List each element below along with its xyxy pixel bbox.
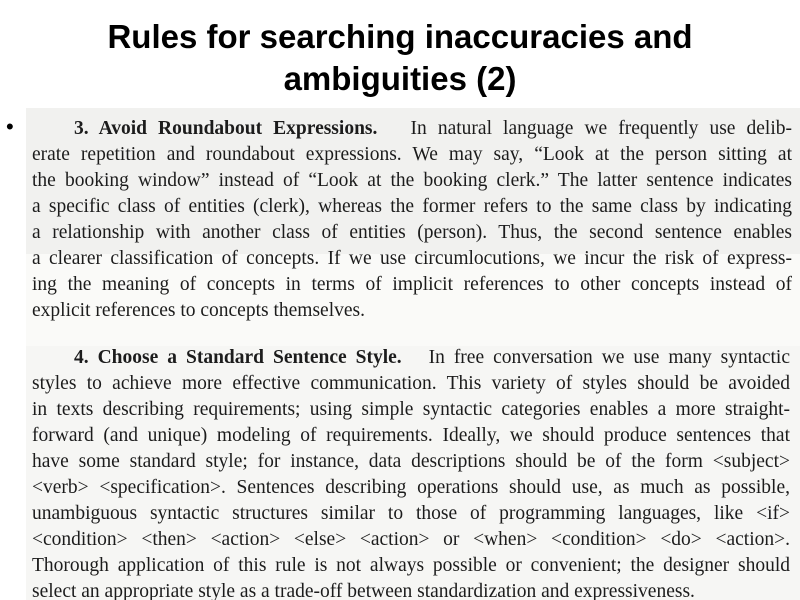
rule-4-line: 4. Choose a Standard Sentence Style. In free conversation we use many syntactic xyxy=(74,347,790,368)
rule-3-line: explicit references to concepts themselves. xyxy=(32,300,365,321)
rule-3-heading: 3. Avoid Roundabout Expressions. xyxy=(74,118,378,139)
rule-4-line: <verb> <specification>. Sentences describing operations should use, as much as possible, xyxy=(32,477,790,498)
rule-3-paragraph xyxy=(32,116,792,324)
rule-3-line: 3. Avoid Roundabout Expressions. In natural language we frequently use delib- xyxy=(74,118,792,139)
rule-3-line: erate repetition and roundabout expressions. We may say, “Look at the person sitting at xyxy=(32,144,792,165)
rule-4-line: <condition> <then> <action> <else> <action> or <when> <condition> <do> <action>. xyxy=(32,529,790,550)
rule-4-line: in texts describing requirements; using simple syntactic categories enables a more straight- xyxy=(32,399,790,420)
rule-3-line: the booking window” instead of “Look at the booking clerk.” The latter sentence indicates xyxy=(32,170,792,191)
rule-3-line: a specific class of entities (clerk), whereas the former refers to the same class by indicating xyxy=(32,196,792,217)
scanned-text-image xyxy=(26,108,800,600)
rule-3-line: ing the meaning of concepts in terms of implicit references to other concepts instead of xyxy=(32,274,792,295)
rule-4-line: unambiguous syntactic structures similar to those of programming languages, like <if> xyxy=(32,503,790,524)
rule-4-line: styles to achieve more effective communication. This variety of styles should be avoided xyxy=(32,373,790,394)
bullet-marker: • xyxy=(6,114,14,139)
rule-3-line: a clearer classification of concepts. If we use circumlocutions, we incur the risk of express- xyxy=(32,248,792,269)
rule-4-line: have some standard style; for instance, data descriptions should be of the form <subject> xyxy=(32,451,790,472)
slide-title: Rules for searching inaccuracies and ambiguities (2) xyxy=(107,18,693,97)
rule-4-heading: 4. Choose a Standard Sentence Style. xyxy=(74,347,402,368)
rule-4-line: select an appropriate style as a trade-off between standardization and expressiveness. xyxy=(32,581,695,600)
rule-4-paragraph xyxy=(32,345,790,600)
rule-3-line: a relationship with another class of entities (person). Thus, the second sentence enables xyxy=(32,222,792,243)
rule-4-line: Thorough application of this rule is not always possible or convenient; the designer should xyxy=(32,555,790,576)
rule-4-line: forward (and unique) modeling of requirements. Ideally, we should produce sentences that xyxy=(32,425,790,446)
